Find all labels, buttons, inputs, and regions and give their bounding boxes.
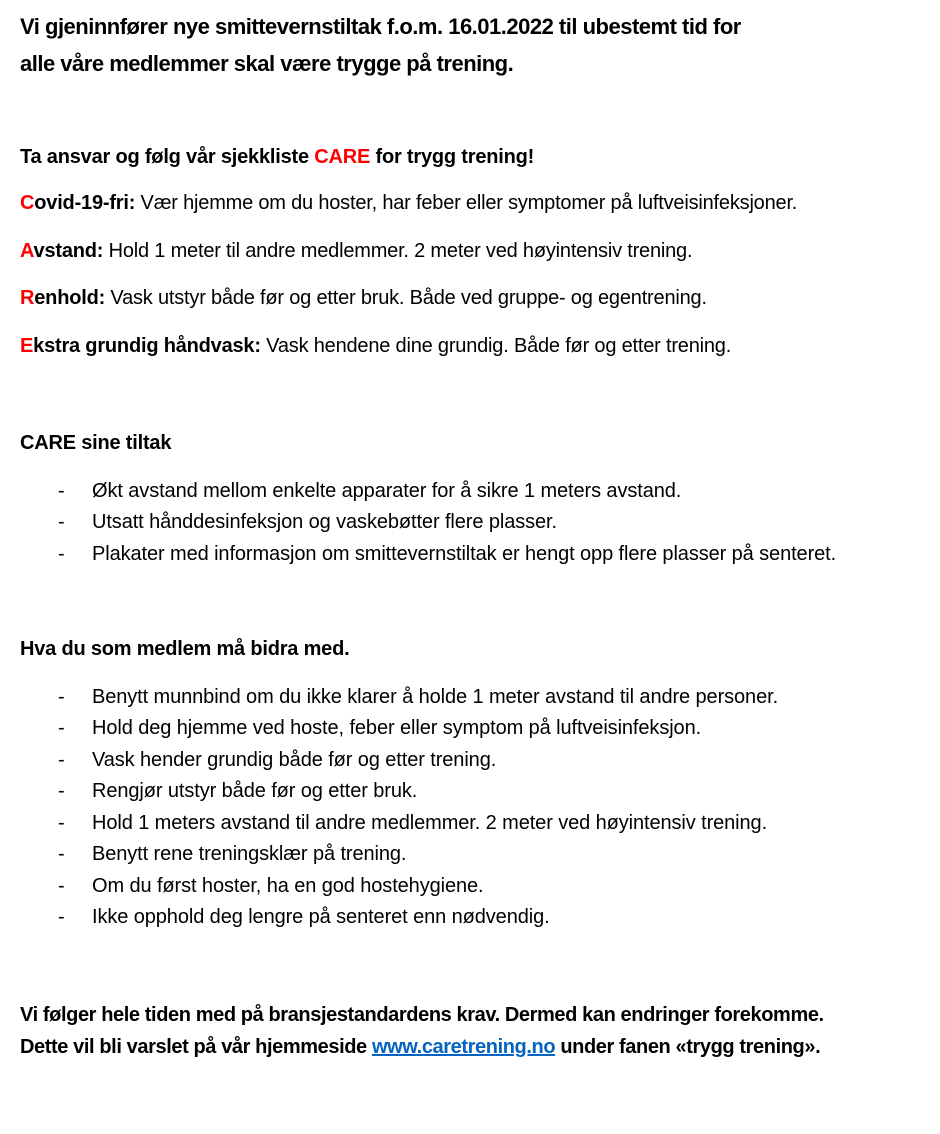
list-item-text: Benytt rene treningsklær på trening. [92,843,407,865]
list-item [20,713,914,745]
list-item-text: Økt avstand mellom enkelte apparater for å sikre 1 meters avstand. [92,479,682,502]
section-heading-care-tiltak: CARE sine tiltak [20,431,172,454]
care-text: Vær hjemme om du hoster, har feber eller symptomer på luftveisinfeksjoner. [135,192,798,214]
care-initial-a: A [20,239,34,262]
list-item-text: Utsatt hånddesinfeksjon og vaskebøtter flere plasser. [92,511,557,533]
care-label: enhold: [34,287,106,309]
care-item-avstand [20,238,914,265]
care-tiltak-list [20,476,914,571]
list-item-text: Rengjør utstyr både før og etter bruk. [92,780,418,802]
list-item-text: Hold 1 meters avstand til andre medlemmer. 2 meter ved høyintensiv trening. [92,811,768,834]
list-item-text: Plakater med informasjon om smittevernstiltak er hengt opp flere plasser på senteret. [92,542,837,565]
care-initial-c: C [20,192,35,214]
care-text: Hold 1 meter til andre medlemmer. 2 meter ved høyintensiv trening. [103,239,693,262]
care-label: ovid-19-fri: [34,192,136,214]
footer-text-before-link: Dette vil bli varslet på vår hjemmeside [20,1036,372,1058]
bullet-dash: - [58,811,65,834]
intro-text-before: Ta ansvar og følg vår sjekkliste [20,146,315,168]
list-item [20,839,914,871]
footer-note [20,999,914,1063]
footer-line-1: Vi følger hele tiden med på bransjestandardens krav. Dermed kan endringer forekomme. [20,1004,824,1026]
caretrening-link[interactable]: www.caretrening.no [371,1036,556,1058]
list-item [20,682,914,714]
care-item-renhold [20,285,914,312]
care-item-handvask [20,333,914,360]
care-text: Vask hendene dine grundig. Både før og etter trening. [260,334,732,357]
intro-highlight-care: CARE [314,146,371,168]
section-heading-medlem-bidra: Hva du som medlem må bidra med. [20,637,350,660]
bullet-dash: - [58,511,65,533]
list-item [20,507,914,539]
list-item [20,745,914,777]
care-label: vstand: [33,239,104,262]
bullet-dash: - [58,843,65,865]
bullet-dash: - [58,685,65,708]
bullet-dash: - [58,780,65,802]
title-line-1: Vi gjeninnfører nye smittevernstiltak f.o.m. 16.01.2022 til ubestemt tid for [20,14,741,39]
list-item [20,476,914,508]
bullet-dash: - [58,717,65,739]
intro-text-after: for trygg trening! [370,146,535,168]
list-item-text: Benytt munnbind om du ikke klarer å holde 1 meter avstand til andre personer. [92,685,779,708]
care-initial-r: R [20,287,35,309]
list-item [20,902,914,934]
list-item-text: Hold deg hjemme ved hoste, feber eller symptom på luftveisinfeksjon. [92,717,702,739]
bullet-dash: - [58,542,65,565]
checklist-intro [20,144,914,171]
list-item-text: Vask hender grundig både før og etter trening. [92,748,497,771]
list-item-text: Om du først hoster, ha en god hostehygiene. [92,874,484,897]
care-label: kstra grundig håndvask: [33,334,261,357]
list-item-text: Ikke opphold deg lengre på senteret enn nødvendig. [92,906,550,928]
list-item [20,808,914,840]
footer-line-2 [20,1031,914,1063]
bullet-dash: - [58,479,65,502]
care-checklist [20,190,914,360]
list-item [20,871,914,903]
bullet-dash: - [58,906,65,928]
care-item-covid [20,190,914,217]
medlem-bidra-list [20,682,914,934]
bullet-dash: - [58,748,65,771]
care-initial-e: E [20,334,34,357]
document-title [20,8,914,82]
list-item [20,776,914,808]
list-item [20,539,914,571]
bullet-dash: - [58,874,65,897]
title-line-2: alle våre medlemmer skal være trygge på trening. [20,51,514,76]
footer-text-after-link: under fanen «trygg trening». [555,1036,821,1058]
care-text: Vask utstyr både før og etter bruk. Både ved gruppe- og egentrening. [105,287,707,309]
